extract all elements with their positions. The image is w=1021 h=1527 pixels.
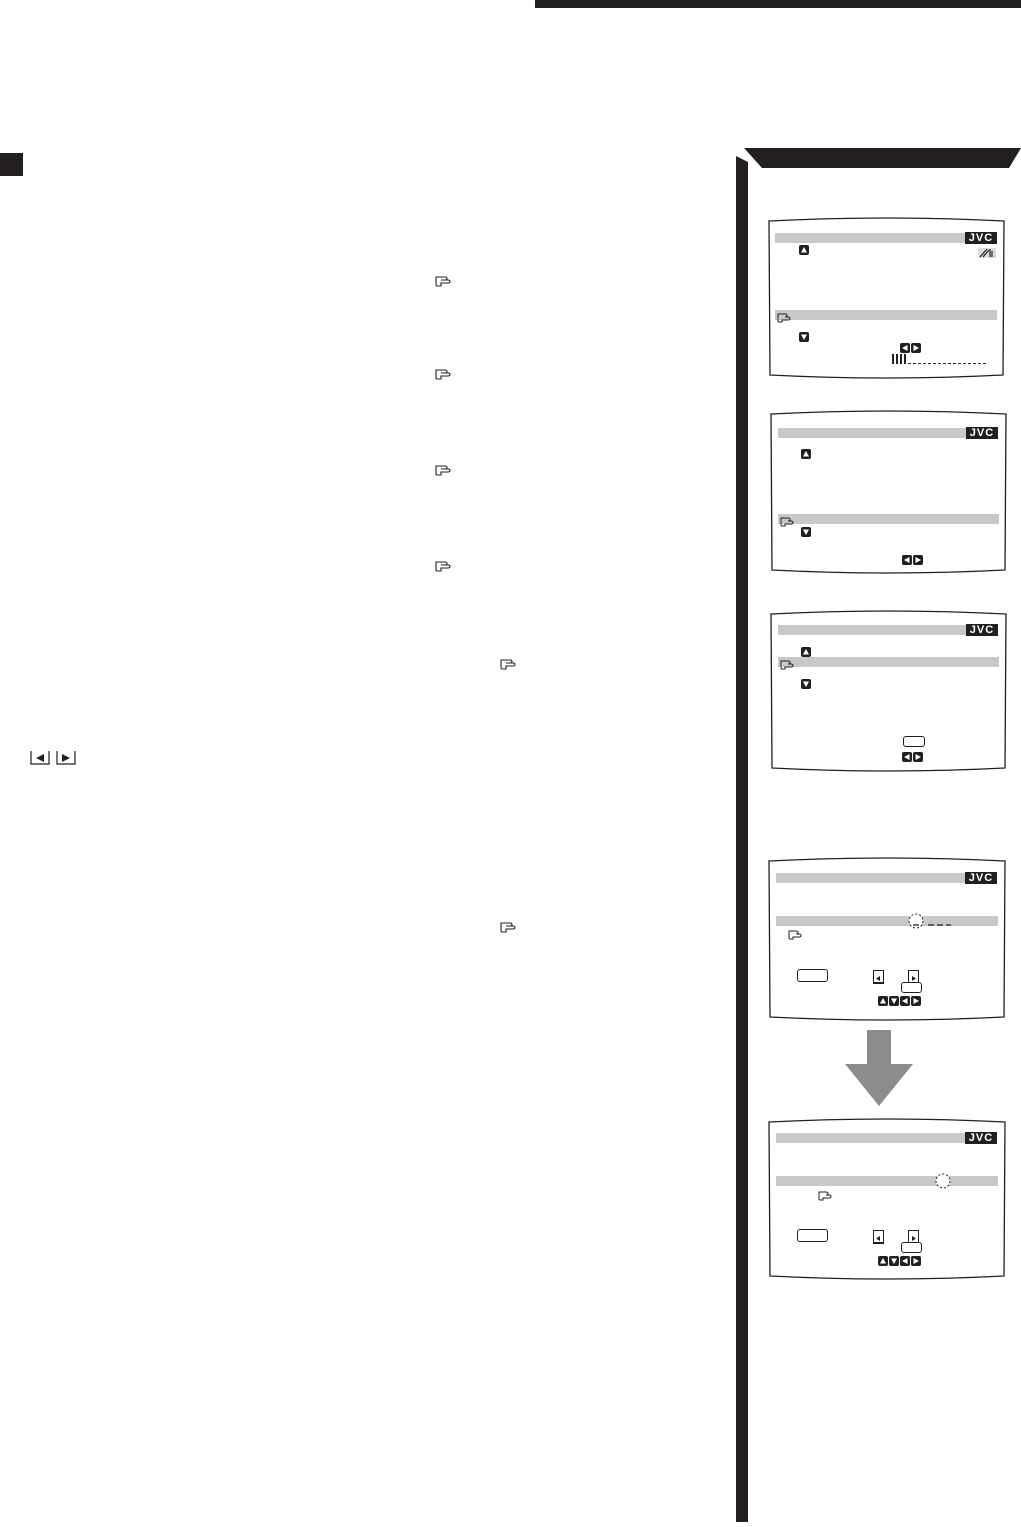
- remote-key-icon: [797, 1229, 828, 1242]
- up-triangle-button-icon: [801, 647, 811, 657]
- sidebar-vertical-rule: [736, 156, 748, 1522]
- sidebar-header-bar: [744, 148, 1021, 168]
- tv-screen-1: [768, 217, 1005, 379]
- left-triangle-button-icon: [902, 752, 912, 762]
- right-triangle-button-icon: [911, 996, 921, 1006]
- pointing-hand-icon: [435, 367, 451, 380]
- left-triangle-button-icon: [900, 343, 910, 353]
- up-triangle-button-icon: [799, 245, 809, 255]
- pointing-hand-icon: [788, 927, 802, 938]
- menu-title-highlight: [775, 233, 967, 243]
- down-arrow-icon: [845, 1030, 913, 1106]
- left-key-icon: [873, 970, 884, 984]
- blinking-cursor-icon: [933, 1171, 953, 1191]
- pointing-hand-icon: [780, 657, 794, 668]
- pointing-hand-icon: [435, 463, 451, 476]
- selected-item-highlight: [778, 514, 999, 524]
- remote-key-icon: [903, 736, 925, 747]
- jvc-logo: JVC: [966, 624, 998, 636]
- right-triangle-button-icon: [913, 555, 923, 565]
- pointing-hand-icon: [435, 274, 451, 287]
- down-triangle-button-icon: [889, 1256, 899, 1266]
- pointing-hand-icon: [818, 1188, 832, 1199]
- remote-key-icon: [901, 982, 922, 993]
- down-triangle-button-icon: [801, 527, 811, 537]
- up-triangle-button-icon: [878, 1256, 888, 1266]
- down-triangle-button-icon: [801, 679, 811, 689]
- pointing-hand-icon: [435, 559, 451, 572]
- menu-title-highlight: [778, 625, 968, 635]
- left-right-keys-icon: [30, 750, 78, 766]
- level-bar: [892, 354, 908, 364]
- left-triangle-button-icon: [900, 996, 910, 1006]
- input-row-highlight: [776, 1176, 998, 1186]
- selected-item-highlight: [778, 657, 999, 667]
- left-triangle-button-icon: [902, 555, 912, 565]
- pointing-hand-icon: [777, 310, 791, 321]
- remote-key-icon: [901, 1242, 922, 1253]
- pointing-hand-icon: [780, 514, 794, 525]
- jvc-logo: JVC: [965, 872, 997, 884]
- section-marker: [0, 153, 23, 176]
- tv-screen-3: [770, 610, 1007, 772]
- tv-screen-5: [768, 1118, 1006, 1280]
- selected-item-highlight: [775, 310, 997, 320]
- down-triangle-button-icon: [799, 332, 809, 342]
- menu-title-highlight: [778, 428, 968, 438]
- pointing-hand-icon: [500, 657, 516, 670]
- right-triangle-button-icon: [911, 1256, 921, 1266]
- menu-title-highlight: [776, 1133, 966, 1143]
- tv-screen-2: [770, 410, 1007, 574]
- jvc-logo: JVC: [965, 232, 997, 244]
- left-key-icon: [873, 1230, 884, 1244]
- left-triangle-button-icon: [900, 1256, 910, 1266]
- menu-title-highlight: [776, 873, 966, 883]
- blinking-cursor-icon: [906, 911, 952, 931]
- level-bar-track: [908, 363, 986, 364]
- antenna-signal-icon: [978, 245, 996, 255]
- right-triangle-button-icon: [913, 752, 923, 762]
- up-triangle-button-icon: [878, 996, 888, 1006]
- jvc-logo: JVC: [965, 1132, 997, 1144]
- top-rule: [535, 0, 1021, 8]
- jvc-logo: JVC: [966, 427, 998, 439]
- right-triangle-button-icon: [911, 343, 921, 353]
- pointing-hand-icon: [500, 920, 516, 933]
- input-row-highlight: [776, 916, 998, 926]
- down-triangle-button-icon: [889, 996, 899, 1006]
- tv-screen-4: [768, 857, 1006, 1021]
- remote-key-icon: [797, 969, 828, 982]
- up-triangle-button-icon: [801, 449, 811, 459]
